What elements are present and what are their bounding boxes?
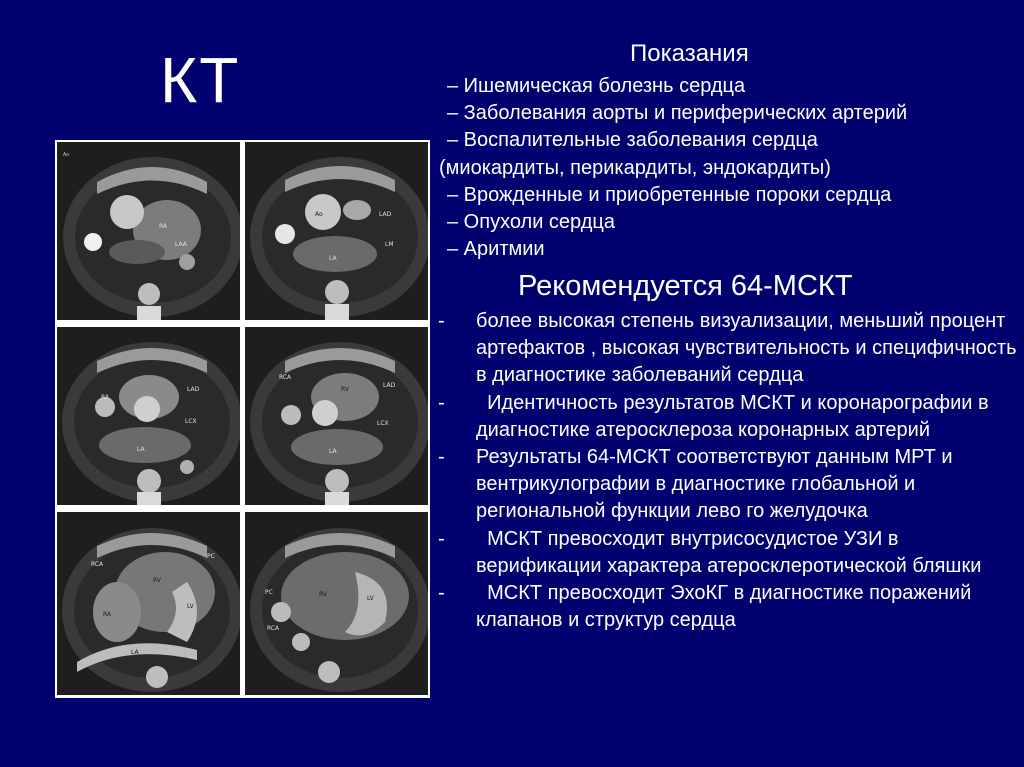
ct-scan-image (245, 142, 428, 320)
indication-item: – Аритмии (447, 238, 545, 261)
indication-item: (миокардиты, перикардиты, эндокардиты) (439, 156, 831, 179)
scan-label: LAD (383, 382, 396, 389)
scan-label: RA (159, 223, 168, 230)
indication-item: – Воспалительные заболевания сердца (447, 129, 818, 152)
indication-item: – Ишемическая болезнь сердца (447, 75, 746, 97)
scan-label: Ao (63, 152, 70, 158)
ct-image-grid (55, 140, 430, 698)
scan-label: PC (265, 589, 273, 596)
recommendation-item (438, 390, 1018, 444)
bullet-dash: - (438, 527, 445, 550)
scan-label: RV (153, 577, 161, 584)
recommendation-item (438, 526, 1018, 580)
recommendation-item (438, 444, 1018, 526)
scan-label: LM (385, 241, 394, 248)
scan-label: LA (131, 649, 139, 656)
ct-scan-image (57, 512, 240, 695)
ct-scan-image (57, 142, 240, 320)
bullet-dash: - (438, 582, 445, 605)
scan-label: RCA (91, 561, 104, 568)
scan-label: RCA (279, 374, 292, 381)
scan-label: Ao (315, 211, 323, 218)
scan-label: LAA (175, 241, 187, 248)
recommendation-text: Результаты 64-МСКТ соответствуют данным МРТ и вентрикулографии в диагностике глобальной и региональной функции лево го желудочка (476, 446, 959, 523)
recommendation-text: Идентичность результатов МСКТ и коронарографии в диагностике атеросклероза коронарных артерий (476, 391, 995, 441)
ct-scan-image (245, 512, 428, 695)
scan-label: LCX (377, 420, 389, 427)
scan-label: LA (329, 255, 337, 262)
scan-label: LA (137, 446, 145, 453)
scan-label: LCX (185, 418, 197, 425)
recommendation-heading: Рекомендуется 64-МСКТ (518, 270, 853, 302)
ct-scan-image (57, 327, 240, 505)
recommendation-item (438, 308, 1023, 390)
bullet-dash: - (438, 310, 445, 332)
scan-label: LV (367, 595, 374, 602)
indication-item: – Опухоли сердца (447, 211, 615, 234)
scan-label: LV (187, 603, 194, 610)
recommendation-text: более высокая степень визуализации, меньший процент артефактов , высокая чувствительность и специфичность в диагностике заболеваний сердца (476, 310, 1023, 387)
ct-scan-image (245, 327, 428, 505)
bullet-dash: - (438, 391, 445, 414)
scan-label: LAD (187, 386, 200, 393)
indication-item: – Врожденные и приобретенные пороки сердца (447, 183, 892, 206)
slide-title: КТ (160, 44, 241, 116)
scan-label: PC (207, 553, 215, 560)
scan-label: RV (341, 386, 349, 393)
recommendation-text: МСКТ превосходит ЭхоКГ в диагностике поражений клапанов и структур сердца (476, 582, 977, 632)
recommendation-item (438, 580, 1018, 634)
scan-label: RA (103, 611, 112, 618)
scan-label: RA (101, 394, 110, 401)
recommendation-list (438, 308, 1023, 634)
indications-list (435, 73, 1015, 263)
scan-label: LAD (379, 211, 392, 218)
indications-heading: Показания (630, 40, 749, 67)
recommendation-text: МСКТ превосходит внутрисосудистое УЗИ в верификации характера атеросклеротической бляшки (476, 527, 982, 577)
bullet-dash: - (438, 446, 445, 469)
indication-item: – Заболевания аорты и периферических артерий (447, 102, 908, 125)
scan-label: RCA (267, 625, 280, 632)
scan-label: LA (329, 448, 337, 455)
scan-label: RV (319, 591, 327, 598)
